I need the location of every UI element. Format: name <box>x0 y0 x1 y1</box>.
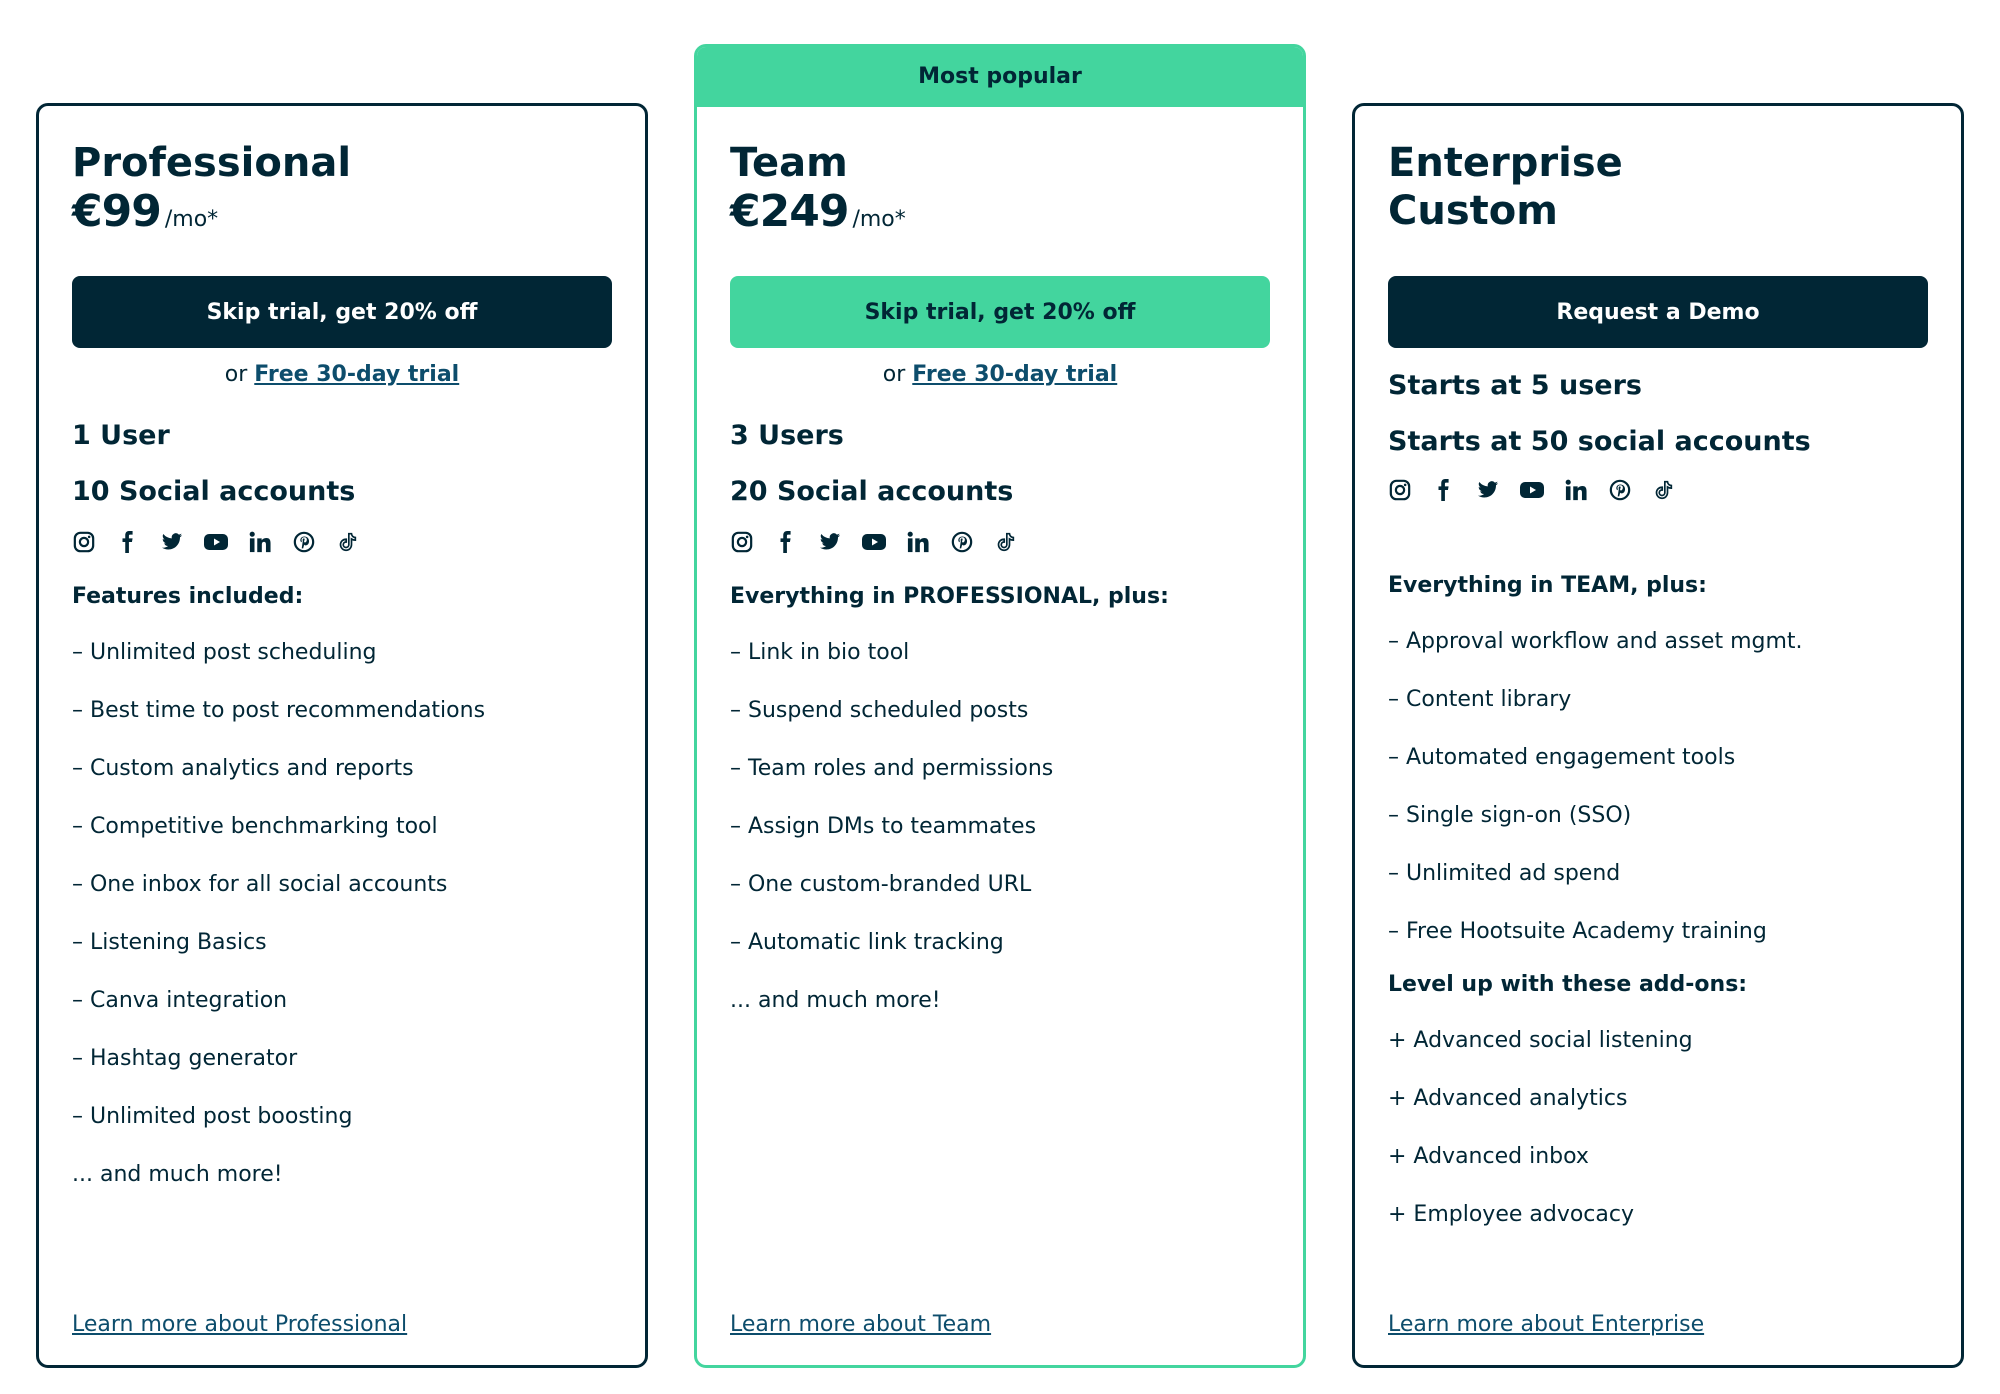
users-count: 1 User <box>72 420 170 451</box>
social-accounts-count: 20 Social accounts <box>730 476 1014 507</box>
list-item: – Automated engagement tools <box>1388 745 1736 770</box>
list-item: – Hashtag generator <box>72 1046 298 1071</box>
twitter-icon <box>1476 478 1500 502</box>
pinterest-icon <box>1608 478 1632 502</box>
list-item: + Advanced analytics <box>1388 1086 1628 1111</box>
trial-prefix: or <box>882 362 906 387</box>
list-item: – Team roles and permissions <box>730 756 1054 781</box>
list-item: – Custom analytics and reports <box>72 756 414 781</box>
tiktok-icon <box>336 530 360 554</box>
list-item: – Unlimited post boosting <box>72 1104 353 1129</box>
facebook-icon <box>1432 478 1456 502</box>
list-item: – Competitive benchmarking tool <box>72 814 438 839</box>
most-popular-badge: Most popular <box>697 47 1303 107</box>
plan-name: Professional <box>72 140 352 186</box>
features-heading: Everything in PROFESSIONAL, plus: <box>730 584 1169 609</box>
list-item: – Free Hootsuite Academy training <box>1388 919 1767 944</box>
list-item: – Unlimited post scheduling <box>72 640 377 665</box>
list-item: – Best time to post recommendations <box>72 698 486 723</box>
skip-trial-button[interactable]: Skip trial, get 20% off <box>730 276 1270 348</box>
social-icons-row <box>72 528 612 556</box>
users-count: Starts at 5 users <box>1388 370 1642 401</box>
list-item: – Content library <box>1388 687 1572 712</box>
list-item: – Unlimited ad spend <box>1388 861 1621 886</box>
list-item: – Automatic link tracking <box>730 930 1004 955</box>
pinterest-icon <box>292 530 316 554</box>
tiktok-icon <box>1652 478 1676 502</box>
plan-card-enterprise <box>1352 103 1964 1368</box>
list-item: – Approval workflow and asset mgmt. <box>1388 629 1803 654</box>
features-heading: Everything in TEAM, plus: <box>1388 573 1707 598</box>
trial-line <box>730 362 1270 387</box>
plan-name: Enterprise <box>1388 140 1623 186</box>
instagram-icon <box>730 530 754 554</box>
tiktok-icon <box>994 530 1018 554</box>
plan-price <box>72 187 612 245</box>
youtube-icon <box>862 530 886 554</box>
social-icons-row <box>1388 476 1928 504</box>
instagram-icon <box>1388 478 1412 502</box>
youtube-icon <box>204 530 228 554</box>
plan-price <box>730 187 1270 245</box>
linkedin-icon <box>1564 478 1588 502</box>
learn-more-link[interactable]: Learn more about Enterprise <box>1388 1312 1705 1337</box>
features-heading: Features included: <box>72 584 304 609</box>
list-item: – One custom-branded URL <box>730 872 1032 897</box>
list-item: + Advanced social listening <box>1388 1028 1693 1053</box>
list-item: – Suspend scheduled posts <box>730 698 1029 723</box>
linkedin-icon <box>248 530 272 554</box>
list-item: – One inbox for all social accounts <box>72 872 448 897</box>
social-icons-row <box>730 528 1270 556</box>
request-demo-button[interactable]: Request a Demo <box>1388 276 1928 348</box>
youtube-icon <box>1520 478 1544 502</box>
facebook-icon <box>116 530 140 554</box>
free-trial-link[interactable]: Free 30-day trial <box>912 362 1118 387</box>
cut-off-heading <box>0 0 2000 4</box>
list-item: + Employee advocacy <box>1388 1202 1634 1227</box>
features-list <box>730 639 1270 1045</box>
price-period: /mo* <box>164 207 219 232</box>
addons-list <box>1388 1027 1928 1259</box>
list-item: ... and much more! <box>730 988 941 1013</box>
pinterest-icon <box>950 530 974 554</box>
list-item: – Single sign-on (SSO) <box>1388 803 1632 828</box>
skip-trial-button[interactable]: Skip trial, get 20% off <box>72 276 612 348</box>
plan-name: Team <box>730 140 848 186</box>
list-item: – Assign DMs to teammates <box>730 814 1037 839</box>
price-period: /mo* <box>852 207 906 232</box>
plan-price-custom: Custom <box>1388 188 1558 234</box>
plan-card-professional <box>36 103 648 1368</box>
features-list <box>1388 628 1928 976</box>
social-accounts-count: Starts at 50 social accounts <box>1388 426 1811 457</box>
social-accounts-count: 10 Social accounts <box>72 476 356 507</box>
facebook-icon <box>774 530 798 554</box>
twitter-icon <box>818 530 842 554</box>
instagram-icon <box>72 530 96 554</box>
users-count: 3 Users <box>730 420 844 451</box>
linkedin-icon <box>906 530 930 554</box>
list-item: + Advanced inbox <box>1388 1144 1589 1169</box>
addons-heading: Level up with these add-ons: <box>1388 972 1748 997</box>
list-item: – Canva integration <box>72 988 288 1013</box>
list-item: ... and much more! <box>72 1162 283 1187</box>
learn-more-link[interactable]: Learn more about Professional <box>72 1312 408 1337</box>
features-list <box>72 639 612 1219</box>
trial-line <box>72 362 612 387</box>
list-item: – Link in bio tool <box>730 640 910 665</box>
price-amount: €249 <box>730 186 849 237</box>
twitter-icon <box>160 530 184 554</box>
list-item: – Listening Basics <box>72 930 267 955</box>
plan-card-team <box>694 44 1306 1368</box>
price-amount: €99 <box>72 186 161 237</box>
learn-more-link[interactable]: Learn more about Team <box>730 1312 992 1337</box>
trial-prefix: or <box>224 362 248 387</box>
free-trial-link[interactable]: Free 30-day trial <box>254 362 460 387</box>
